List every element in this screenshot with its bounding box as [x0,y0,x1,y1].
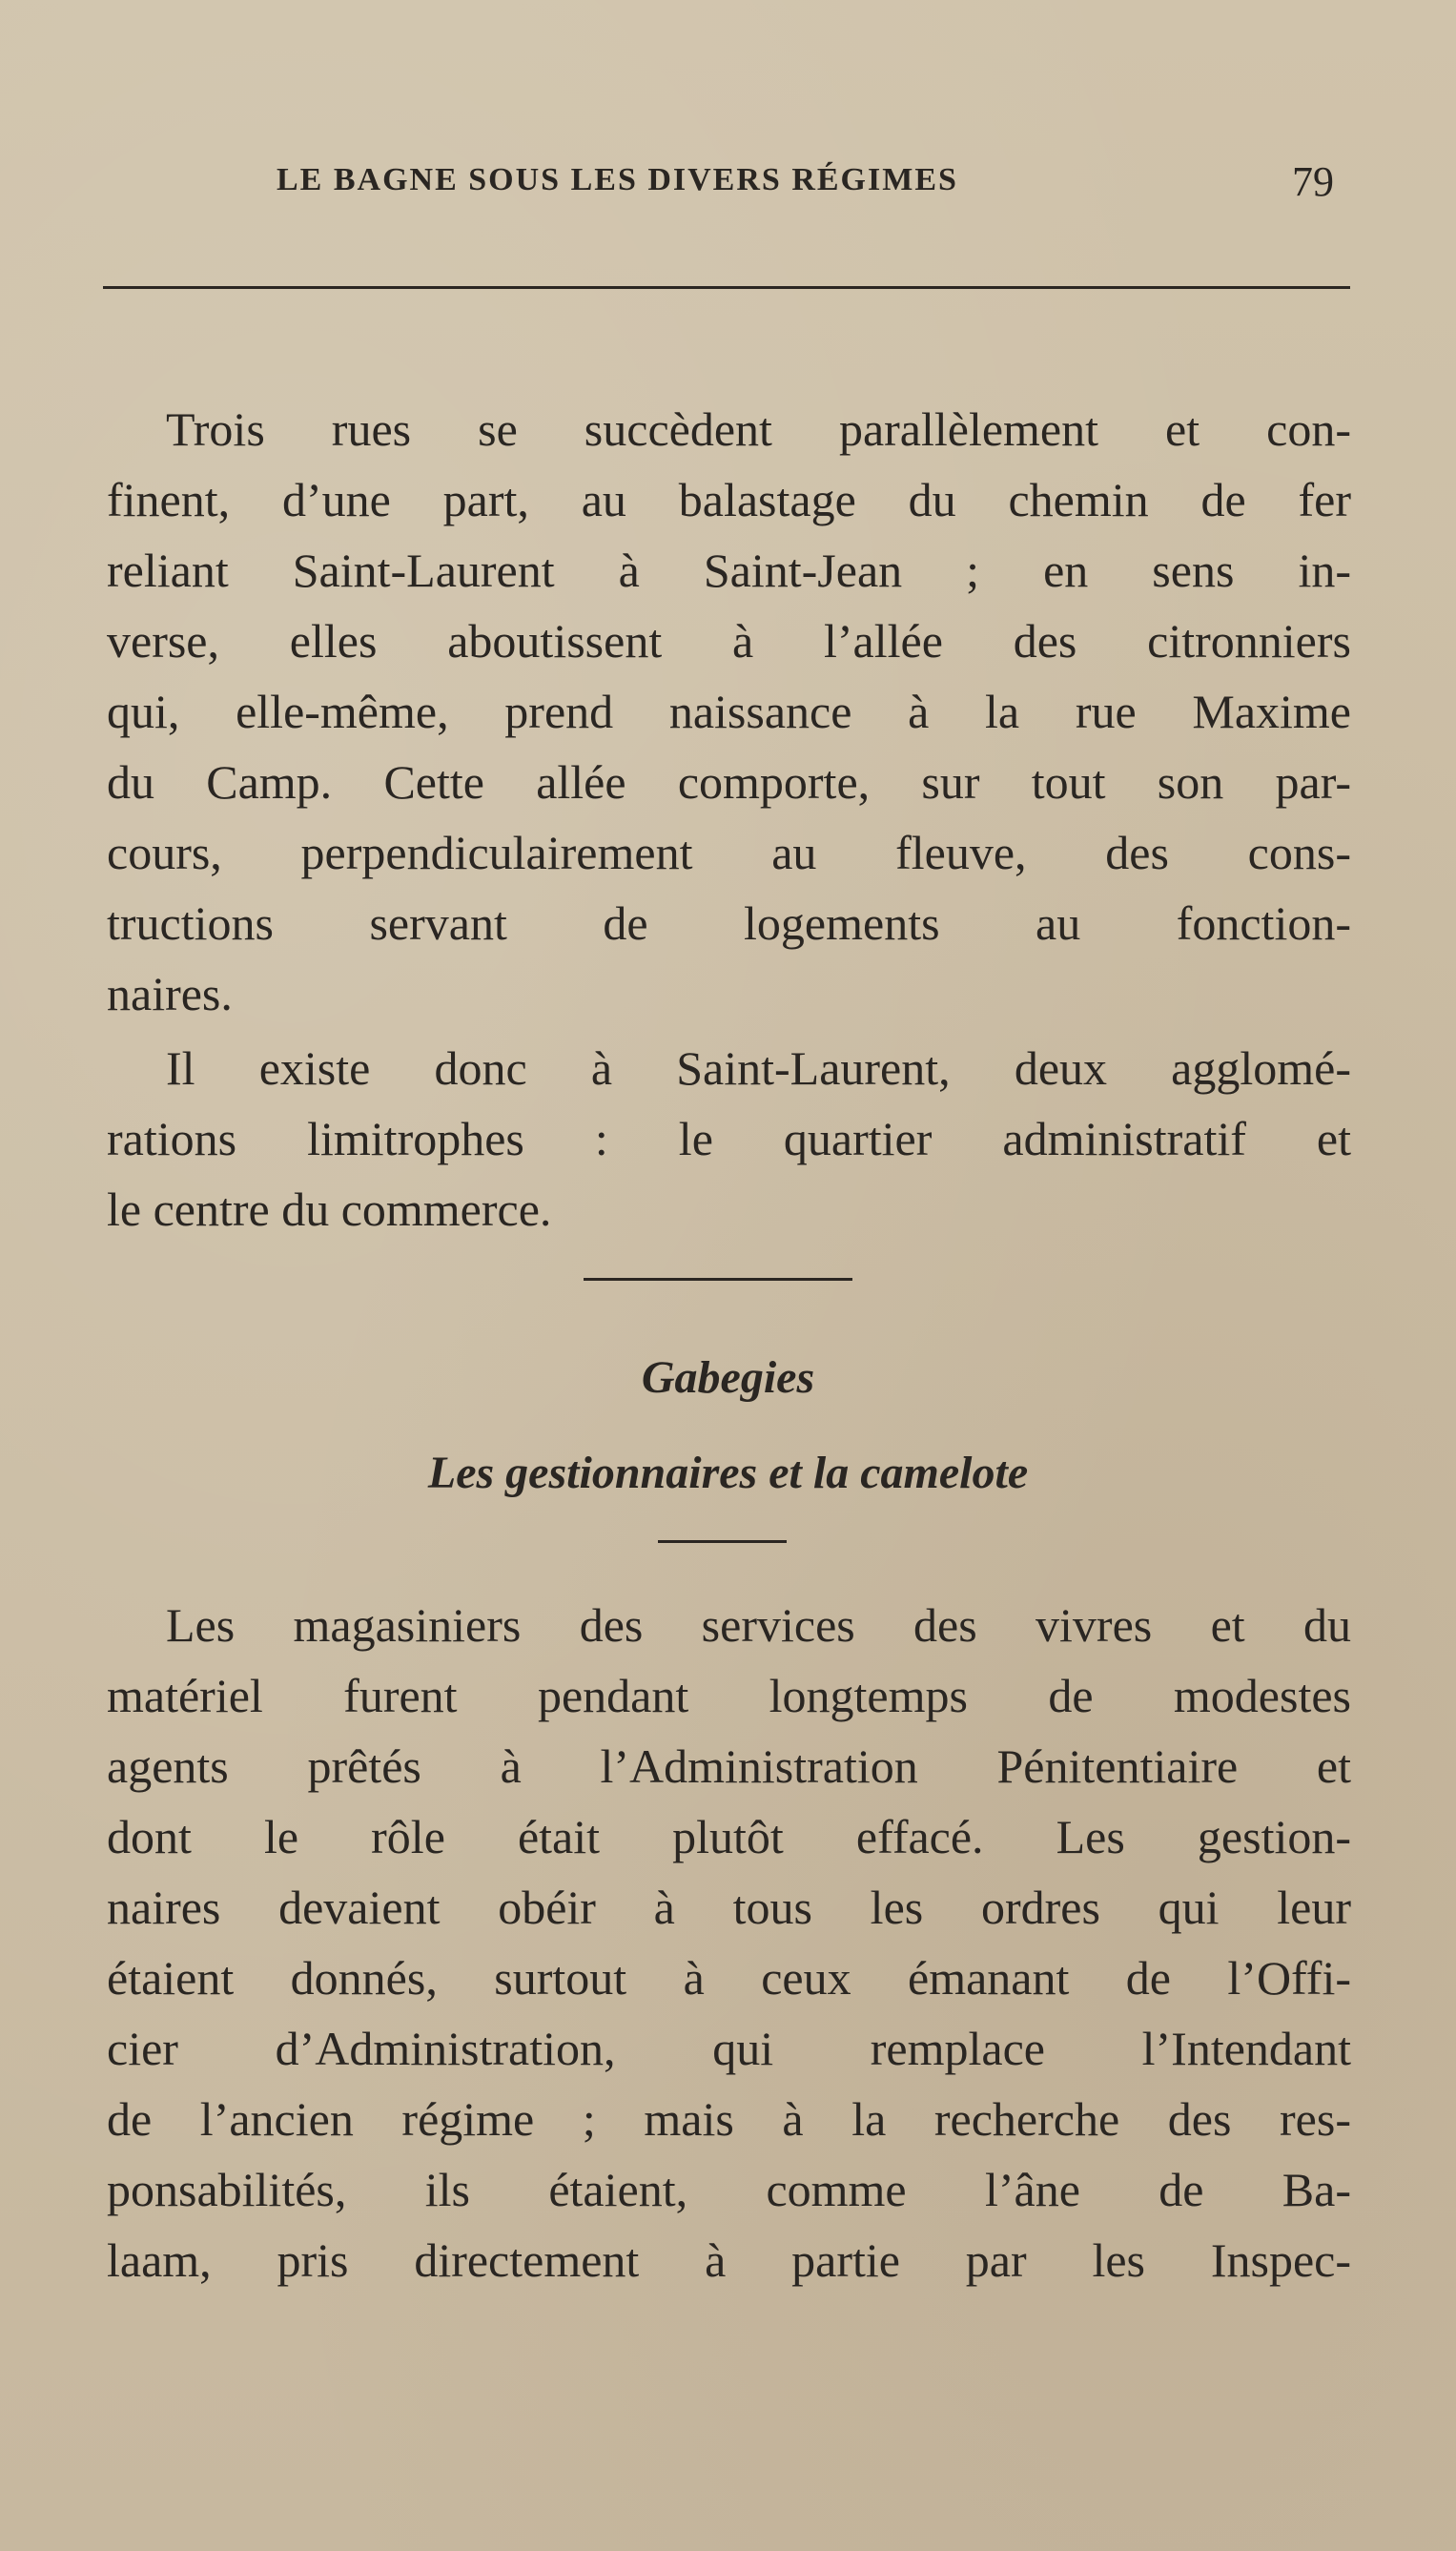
subtitle-divider [658,1540,787,1543]
text-line: agents prêtés à l’Administration Pénitentiaire et [107,1739,1351,1793]
text-line: naires. [107,967,233,1020]
text-line: qui, elle-même, prend naissance à la rue Maxime [107,685,1351,738]
text-line: le centre du commerce. [107,1183,552,1236]
paragraph-streets [107,394,1351,1029]
text-line: verse, elles aboutissent à l’allée des citronniers [107,614,1351,668]
text-line: étaient donnés, surtout à ceux émanant de l’Offi- [107,1951,1351,2005]
text-line: rations limitrophes : le quartier administratif et [107,1112,1351,1165]
text-line: naires devaient obéir à tous les ordres qui leur [107,1881,1351,1934]
section-title: Gabegies [641,1352,815,1403]
text-line: matériel furent pendant longtemps de modestes [107,1669,1351,1722]
page-number: 79 [1292,158,1334,205]
text-line: reliant Saint-Laurent à Saint-Jean ; en sens in- [107,544,1351,597]
text-line: Les magasiniers des services des vivres et du [166,1598,1351,1652]
section-divider [584,1278,852,1281]
text-line: cier d’Administration, qui remplace l’Intendant [107,2022,1351,2075]
paragraph-agglomerations [107,1033,1351,1245]
text-line: ponsabilités, ils étaient, comme l’âne de Ba- [107,2163,1351,2216]
text-line: cours, perpendiculairement au fleuve, des cons- [107,826,1351,879]
running-head: LE BAGNE SOUS LES DIVERS RÉGIMES [277,162,958,197]
text-line: tructions servant de logements au fonction- [107,896,1351,950]
text-line: Trois rues se succèdent parallèlement et con- [166,402,1351,456]
text-line: dont le rôle était plutôt effacé. Les gestion- [107,1810,1351,1863]
text-line: de l’ancien régime ; mais à la recherche des res- [107,2092,1351,2146]
text-line: laam, pris directement à partie par les Inspec- [107,2233,1351,2287]
section-subtitle: Les gestionnaires et la camelote [427,1448,1029,1498]
text-line: Il existe donc à Saint-Laurent, deux agglomé- [166,1041,1351,1095]
header-rule [103,286,1350,289]
paragraph-magasiniers [107,1590,1351,2295]
text-line: finent, d’une part, au balastage du chemin de fer [107,473,1351,526]
text-line: du Camp. Cette allée comporte, sur tout son par- [107,755,1351,809]
